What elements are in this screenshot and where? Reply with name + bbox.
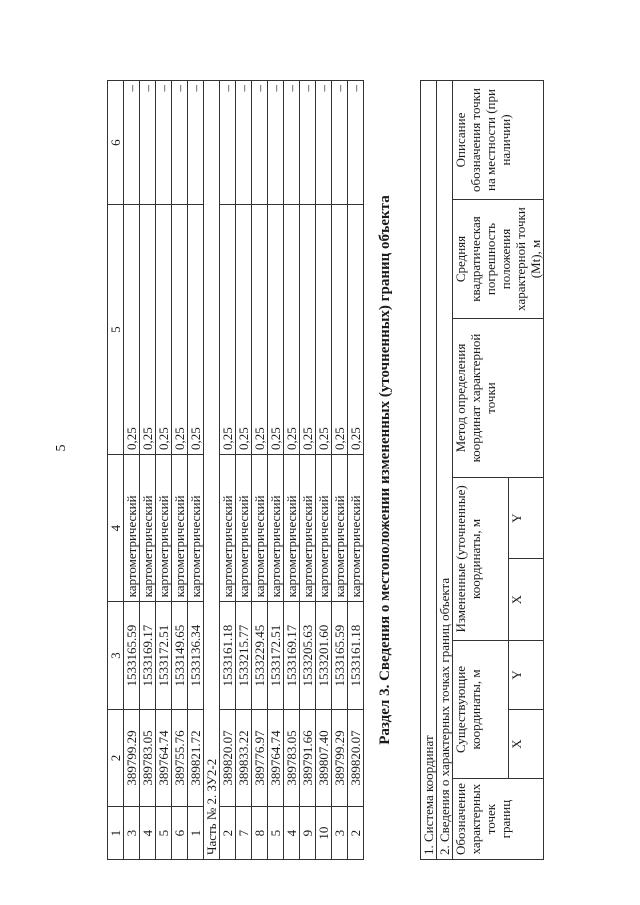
table-row [172, 81, 188, 860]
coord-x: 389764.74 [156, 709, 172, 807]
description: – [236, 81, 252, 205]
header-col-6: 6 [108, 81, 124, 205]
table-row [252, 81, 268, 860]
description: – [156, 81, 172, 205]
point-number: 7 [236, 807, 252, 860]
method: картометрический [332, 454, 348, 601]
method: картометрический [316, 454, 332, 601]
error-value: 0,25 [348, 205, 364, 455]
coord-y: 1533205.63 [300, 602, 316, 709]
coord-y: 1533215.77 [236, 602, 252, 709]
method: картометрический [188, 454, 204, 601]
description: – [348, 81, 364, 205]
coord-x: 389833.22 [236, 709, 252, 807]
header-col-2: 2 [108, 709, 124, 807]
rotated-page-content [12, 40, 632, 880]
table-row [268, 81, 284, 860]
method: картометрический [284, 454, 300, 601]
point-number: 3 [332, 807, 348, 860]
col-existing: Существующие координаты, м [453, 640, 509, 778]
coord-y: 1533229.45 [252, 602, 268, 709]
existing-x: X [508, 709, 543, 778]
point-number: 4 [140, 807, 156, 860]
coord-y: 1533165.59 [124, 602, 140, 709]
error-value: 0,25 [172, 205, 188, 455]
error-value: 0,25 [188, 205, 204, 455]
header-col-1: 1 [108, 807, 124, 860]
description: – [300, 81, 316, 205]
point-number: 4 [284, 807, 300, 860]
coord-x: 389821.72 [188, 709, 204, 807]
point-number: 6 [172, 807, 188, 860]
method: картометрический [236, 454, 252, 601]
points-info-label: 2. Сведения о характерных точках границ объекта [437, 81, 453, 860]
error-value: 0,25 [316, 205, 332, 455]
part-2-row [204, 81, 220, 860]
description: – [124, 81, 140, 205]
table-header-row [108, 81, 124, 860]
coord-x: 389776.97 [252, 709, 268, 807]
coord-x: 389820.07 [220, 709, 236, 807]
method: картометрический [220, 454, 236, 601]
section-3-title: Раздел 3. Сведения о местоположении измененных (уточненных) границ объекта [377, 195, 393, 745]
table-row [124, 81, 140, 860]
error-value: 0,25 [300, 205, 316, 455]
coord-x: 389807.40 [316, 709, 332, 807]
changed-x: X [508, 559, 543, 640]
table-row [332, 81, 348, 860]
method: картометрический [300, 454, 316, 601]
coord-x: 389791.66 [300, 709, 316, 807]
description: – [268, 81, 284, 205]
table-row [156, 81, 172, 860]
table-row [188, 81, 204, 860]
boundary-points-table [420, 80, 544, 860]
coord-x: 389764.74 [268, 709, 284, 807]
point-number: 10 [316, 807, 332, 860]
coord-y: 1533161.18 [220, 602, 236, 709]
coord-y: 1533169.17 [284, 602, 300, 709]
point-number: 2 [220, 807, 236, 860]
table-row [236, 81, 252, 860]
method: картометрический [124, 454, 140, 601]
method: картометрический [268, 454, 284, 601]
method: картометрический [348, 454, 364, 601]
method: картометрический [156, 454, 172, 601]
point-number: 8 [252, 807, 268, 860]
coord-system-label: 1. Система координат [421, 81, 437, 860]
table-row [140, 81, 156, 860]
description: – [172, 81, 188, 205]
error-value: 0,25 [236, 205, 252, 455]
coord-x: 389820.07 [348, 709, 364, 807]
col-error: Средняя квадратическая погрешность положения характерной точки (Mt), м [453, 200, 544, 319]
col-designation: Обозначение характерных точек границ [453, 779, 544, 860]
description: – [220, 81, 236, 205]
coord-y: 1533201.60 [316, 602, 332, 709]
coord-y: 1533149.65 [172, 602, 188, 709]
description: – [284, 81, 300, 205]
description: – [140, 81, 156, 205]
error-value: 0,25 [252, 205, 268, 455]
table-row [300, 81, 316, 860]
header-col-5: 5 [108, 205, 124, 455]
method: картометрический [140, 454, 156, 601]
description: – [332, 81, 348, 205]
coordinates-table [107, 80, 364, 860]
existing-y: Y [508, 640, 543, 709]
col-description: Описание обозначения точки на местности (при наличии) [453, 81, 544, 200]
error-value: 0,25 [268, 205, 284, 455]
error-value: 0,25 [332, 205, 348, 455]
point-number: 2 [348, 807, 364, 860]
table-row [220, 81, 236, 860]
error-value: 0,25 [140, 205, 156, 455]
description: – [316, 81, 332, 205]
coord-x: 389799.29 [124, 709, 140, 807]
error-value: 0,25 [220, 205, 236, 455]
header-col-3: 3 [108, 602, 124, 709]
point-number: 1 [188, 807, 204, 860]
point-number: 5 [268, 807, 284, 860]
table-row [284, 81, 300, 860]
method: картометрический [172, 454, 188, 601]
error-value: 0,25 [124, 205, 140, 455]
coord-y: 1533161.18 [348, 602, 364, 709]
method: картометрический [252, 454, 268, 601]
coord-y: 1533136.34 [188, 602, 204, 709]
coord-y: 1533165.59 [332, 602, 348, 709]
coord-y: 1533172.51 [156, 602, 172, 709]
coord-x: 389783.05 [140, 709, 156, 807]
error-value: 0,25 [156, 205, 172, 455]
coord-y: 1533169.17 [140, 602, 156, 709]
error-value: 0,25 [284, 205, 300, 455]
description: – [188, 81, 204, 205]
description: – [252, 81, 268, 205]
coord-x: 389799.29 [332, 709, 348, 807]
page-number: 5 [54, 444, 69, 452]
coord-x: 389783.05 [284, 709, 300, 807]
header-col-4: 4 [108, 454, 124, 601]
col-changed: Измененные (уточненные) координаты, м [453, 478, 509, 641]
coord-x: 389755.76 [172, 709, 188, 807]
changed-y: Y [508, 478, 543, 559]
col-method: Метод определения координат характерной точки [453, 319, 544, 478]
table-row [316, 81, 332, 860]
table-row [348, 81, 364, 860]
point-number: 3 [124, 807, 140, 860]
point-number: 9 [300, 807, 316, 860]
point-number: 5 [156, 807, 172, 860]
part-2-label: Часть № 2. ЗУ2-2 [204, 81, 220, 860]
coord-y: 1533172.51 [268, 602, 284, 709]
